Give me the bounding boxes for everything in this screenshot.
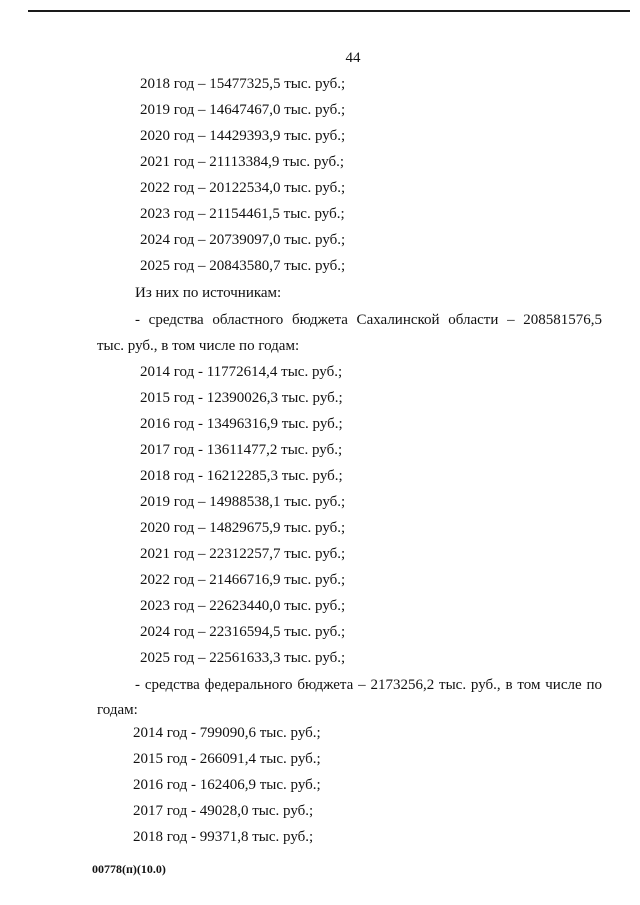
regional-year-line: 2024 год – 22316594,5 тыс. руб.;	[140, 624, 346, 640]
regional-year-line: 2020 год – 14829675,9 тыс. руб.;	[140, 520, 346, 536]
year-line: 2025 год – 20843580,7 тыс. руб.;	[140, 258, 346, 274]
regional-year-line: 2015 год - 12390026,3 тыс. руб.;	[140, 390, 343, 406]
regional-year-line: 2016 год - 13496316,9 тыс. руб.;	[140, 416, 343, 432]
regional-year-line: 2025 год – 22561633,3 тыс. руб.;	[140, 650, 346, 666]
regional-year-line: 2017 год - 13611477,2 тыс. руб.;	[140, 442, 343, 458]
federal-budget-line: - средства федерального бюджета – 2173256,2 тыс. руб., в том числе по	[135, 677, 602, 693]
year-line: 2018 год – 15477325,5 тыс. руб.;	[140, 76, 346, 92]
year-line: 2024 год – 20739097,0 тыс. руб.;	[140, 232, 346, 248]
regional-year-line: 2014 год - 11772614,4 тыс. руб.;	[140, 364, 343, 380]
federal-year-line: 2014 год - 799090,6 тыс. руб.;	[133, 725, 321, 741]
federal-budget-line-cont: годам:	[97, 702, 138, 718]
federal-year-line: 2017 год - 49028,0 тыс. руб.;	[133, 803, 314, 819]
federal-year-line: 2018 год - 99371,8 тыс. руб.;	[133, 829, 314, 845]
top-rule	[28, 10, 630, 12]
sources-heading: Из них по источникам:	[135, 285, 282, 301]
year-line: 2020 год – 14429393,9 тыс. руб.;	[140, 128, 346, 144]
year-line: 2019 год – 14647467,0 тыс. руб.;	[140, 102, 346, 118]
regional-year-line: 2018 год - 16212285,3 тыс. руб.;	[140, 468, 343, 484]
year-line: 2022 год – 20122534,0 тыс. руб.;	[140, 180, 346, 196]
regional-budget-line: - средства областного бюджета Сахалинской области – 208581576,5	[135, 312, 602, 328]
federal-year-line: 2016 год - 162406,9 тыс. руб.;	[133, 777, 321, 793]
footer-document-code: 00778(п)(10.0)	[92, 862, 166, 876]
regional-year-line: 2023 год – 22623440,0 тыс. руб.;	[140, 598, 346, 614]
year-line: 2021 год – 21113384,9 тыс. руб.;	[140, 154, 345, 170]
regional-year-line: 2021 год – 22312257,7 тыс. руб.;	[140, 546, 346, 562]
regional-year-line: 2022 год – 21466716,9 тыс. руб.;	[140, 572, 346, 588]
regional-budget-line-cont: тыс. руб., в том числе по годам:	[97, 338, 300, 354]
page-number: 44	[345, 50, 361, 66]
year-line: 2023 год – 21154461,5 тыс. руб.;	[140, 206, 345, 222]
federal-year-line: 2015 год - 266091,4 тыс. руб.;	[133, 751, 321, 767]
regional-year-line: 2019 год – 14988538,1 тыс. руб.;	[140, 494, 346, 510]
